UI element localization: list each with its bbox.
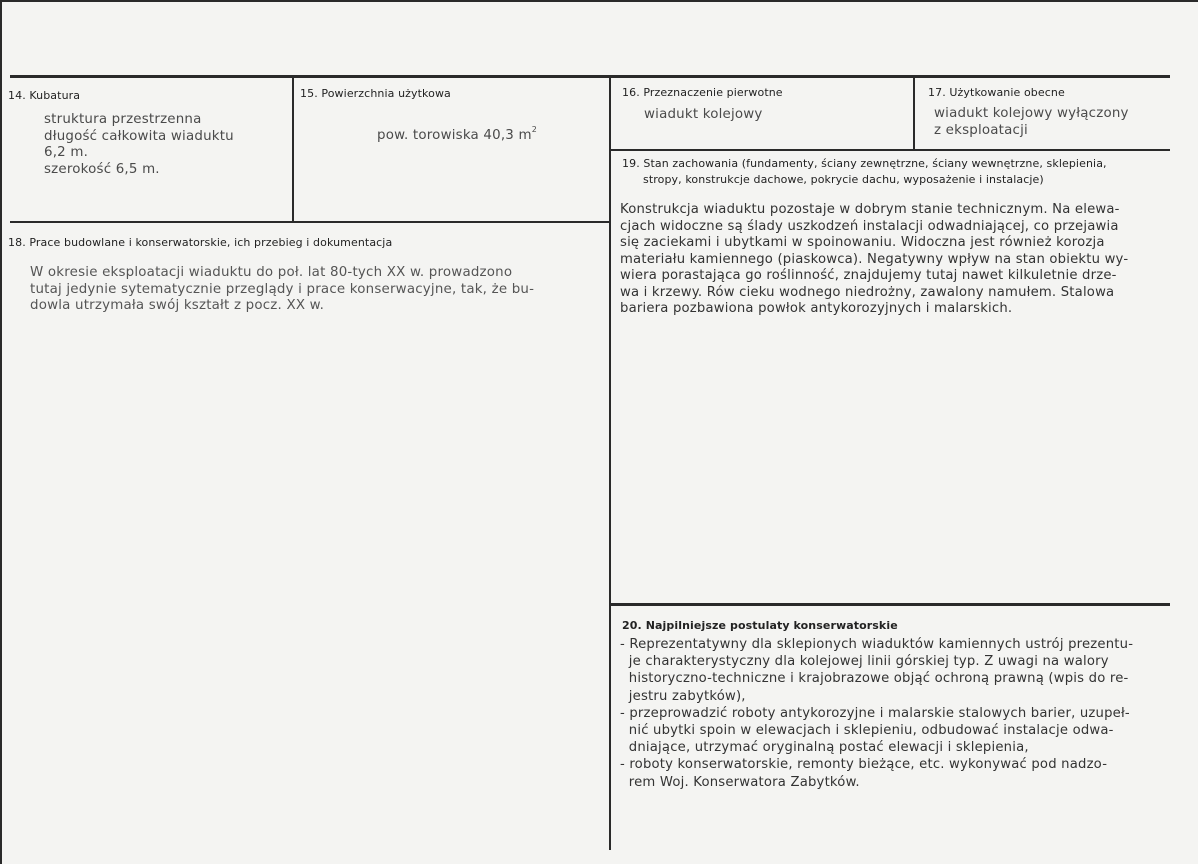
field-19-line: Konstrukcja wiaduktu pozostaje w dobrym stanie technicznym. Na elewa- — [620, 202, 1120, 217]
field-16-label: 16. Przeznaczenie pierwotne — [622, 86, 783, 99]
field-17-line: wiadukt kolejowy wyłączony — [934, 106, 1129, 121]
field-20-line: jestru zabytków), — [620, 688, 746, 704]
field-14-value — [44, 112, 234, 178]
rule-below-16-17 — [610, 149, 1170, 151]
field-19-line: cjach widoczne są ślady uszkodzeń instalacji odwadniającej, co przejawia — [620, 218, 1119, 234]
field-14-label: 14. Kubatura — [8, 89, 81, 102]
field-20-value — [620, 636, 1133, 791]
rule-below-14-15 — [10, 221, 610, 223]
field-19-line: wiera porastająca go roślinność, znajdujemy tutaj nawet kilkuletnie drze- — [620, 268, 1117, 283]
field-19-line: się zaciekami i ubytkami w spoinowaniu. Widoczna jest również korozja — [620, 235, 1105, 250]
field-20-line: - przeprowadzić roboty antykorozyjne i malarskie stalowych barier, uzupeł- — [620, 705, 1130, 721]
rule-above-20 — [610, 603, 1170, 606]
field-18-value — [30, 265, 534, 315]
field-20-line: je charakterystyczny dla kolejowej linii górskiej typ. Z uwagi na walory — [620, 654, 1109, 670]
field-17-line: z eksploatacji — [934, 122, 1028, 138]
field-14-line: szerokość 6,5 m. — [44, 161, 160, 177]
field-19-label-line2: stropy, konstrukcje dachowe, pokrycie dachu, wyposażenie i instalacje) — [643, 173, 1044, 186]
center-divider — [609, 78, 611, 850]
field-20-label: 20. Najpilniejsze postulaty konserwatorskie — [622, 619, 898, 632]
field-20-line: nić ubytki spoin w elewacjach i sklepieniu, odbudować instalacje odwa- — [620, 723, 1114, 739]
divider-14-15 — [292, 78, 294, 223]
field-20-line: - Reprezentatywny dla sklepionych wiaduktów kamiennych ustrój prezentu- — [620, 637, 1134, 652]
field-14-line: struktura przestrzenna — [44, 112, 202, 127]
field-19-line: materiału kamiennego (piaskowca). Negatywny wpływ na stan obiektu wy- — [620, 251, 1129, 267]
field-15-label: 15. Powierzchnia użytkowa — [300, 87, 451, 100]
field-17-label: 17. Użytkowanie obecne — [928, 86, 1065, 99]
field-16-value: wiadukt kolejowy — [644, 107, 763, 122]
field-19-label-line1: 19. Stan zachowania (fundamenty, ściany zewnętrzne, ściany wewnętrzne, sklepienia, — [622, 157, 1107, 170]
field-20-line: dniające, utrzymać oryginalną postać elewacji i sklepienia, — [620, 740, 1029, 756]
field-20-line: historyczno-techniczne i krajobrazowe objąć ochroną prawną (wpis do re- — [620, 671, 1129, 687]
field-18-line: dowla utrzymała swój kształt z pocz. XX w. — [30, 298, 325, 313]
field-15-value — [377, 125, 538, 145]
field-18-label: 18. Prace budowlane i konserwatorskie, ich przebieg i dokumentacja — [8, 236, 393, 249]
field-20-line: - roboty konserwatorskie, remonty bieżące, etc. wykonywać pod nadzo- — [620, 757, 1108, 773]
field-15-text: pow. torowiska 40,3 m — [377, 128, 532, 143]
divider-16-17 — [913, 78, 915, 150]
field-17-value — [934, 106, 1129, 139]
top-rule — [10, 75, 1170, 78]
field-20-line: rem Woj. Konserwatora Zabytków. — [620, 774, 860, 790]
field-18-line: tutaj jedynie sytematycznie przeglądy i prace konserwacyjne, tak, że bu- — [30, 281, 535, 297]
field-14-line: 6,2 m. — [44, 145, 89, 160]
field-15-superscript: 2 — [531, 125, 538, 134]
field-19-line: wa i krzewy. Rów cieku wodnego niedrożny, zawalony namułem. Stalowa — [620, 284, 1115, 300]
field-19-line: bariera pozbawiona powłok antykorozyjnych i malarskich. — [620, 301, 1013, 316]
field-18-line: W okresie eksploatacji wiaduktu do poł. lat 80-tych XX w. prowadzono — [30, 265, 513, 280]
field-19-value — [620, 202, 1128, 318]
field-14-line: długość całkowita wiaduktu — [44, 128, 234, 144]
